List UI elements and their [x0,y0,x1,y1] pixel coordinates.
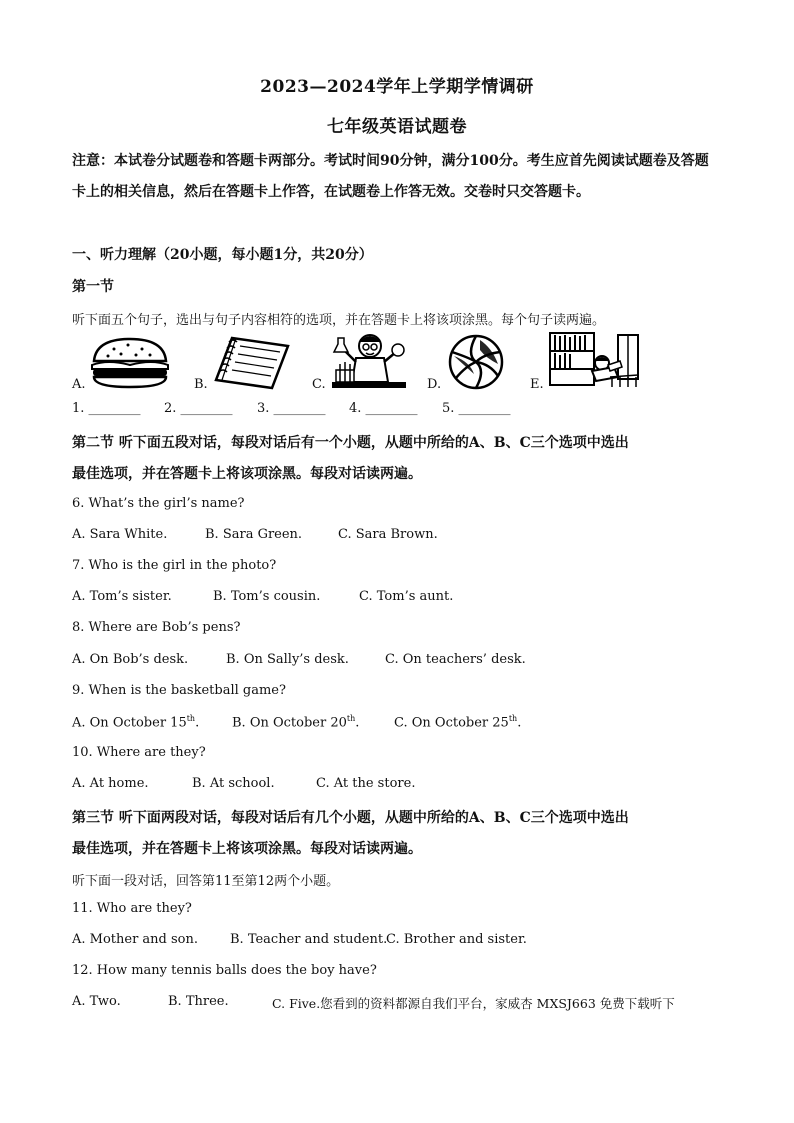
section3-title-cont: 最佳选项，并在答题卡上将该项涂黑。每段对话读两遍。 [72,841,422,857]
section3-intro: 听下面一段对话，回答第11至第12两个小题。 [72,874,340,889]
section1-instruction: 听下面五个句子，选出与句子内容相符的选项，并在答题卡上将该项涂黑。每个句子读两遍。 [72,313,606,328]
question-8: 8. Where are Bob’s pens? [72,620,241,635]
option[interactable]: C. On teachers’ desk. [385,652,526,667]
section3-title: 第三节 听下面两段对话，每段对话后有几个小题，从题中所给的A、B、C三个选项中选出 [72,810,629,826]
option[interactable]: B. Tom’s cousin. [213,589,321,604]
option[interactable]: B. Three. [168,994,229,1009]
part1-heading: 一、听力理解（20小题，每小题1分，共20分） [72,247,373,263]
question-11: 11. Who are they? [72,901,192,916]
option-text: B. On October 20 [232,715,347,731]
notice-text: 注意：本试卷分试题卷和答题卡两部分。考试时间90分钟，满分100分。考生应首先阅读试题卷及答题卡上的相关信息，然后在答题卡上作答，在试题卷上作答无效。交卷时只交答题卡。 [72,153,709,200]
option[interactable]: A. At home. [72,776,149,791]
question-7: 7. Who is the girl in the photo? [72,558,277,573]
section2-title: 第二节 听下面五段对话，每段对话后有一个小题，从题中所给的A、B、C三个选项中选出 [72,435,629,451]
option-period: . [517,715,522,731]
option[interactable]: C. At the store. [316,776,416,791]
picture-label-b: B. [194,377,208,392]
answer-blank[interactable]: 4. ________ [349,401,418,416]
ordinal-suffix: th [186,714,196,723]
reading-student-icon [548,331,642,389]
volleyball-icon [446,334,506,390]
question-12: 12. How many tennis balls does the boy have? [72,963,377,978]
answer-blank[interactable]: 1. ________ [72,401,141,416]
option[interactable]: B. Sara Green. [205,527,303,542]
answer-blank[interactable]: 3. ________ [257,401,326,416]
picture-label-a: A. [72,377,86,392]
section1-title: 第一节 [72,279,114,295]
option[interactable]: A. Tom’s sister. [72,589,172,604]
option-text: A. On October 15 [72,715,187,731]
question-10: 10. Where are they? [72,745,206,760]
option-text: C. On October 25 [394,715,509,731]
option[interactable] [72,714,199,730]
exam-title: 2023—2024学年上学期学情调研 [260,77,534,97]
option[interactable]: A. Mother and son. [72,932,199,947]
question-6: 6. What’s the girl’s name? [72,496,245,511]
option[interactable] [394,714,521,730]
exam-subtitle: 七年级英语试题卷 [327,117,467,137]
ordinal-suffix: th [508,714,518,723]
answer-blank[interactable]: 2. ________ [164,401,233,416]
option[interactable]: C. Brother and sister. [386,932,527,947]
option[interactable]: B. Teacher and student. [230,932,388,947]
notebook-icon [214,334,290,390]
ordinal-suffix: th [346,714,356,723]
section2-title-cont: 最佳选项，并在答题卡上将该项涂黑。每段对话读两遍。 [72,466,422,482]
option[interactable]: C. Tom’s aunt. [359,589,454,604]
picture-label-d: D. [427,377,442,392]
hamburger-icon [88,335,172,391]
option[interactable]: C. Sara Brown. [338,527,438,542]
option-period: . [355,715,360,731]
picture-label-c: C. [312,377,326,392]
question-9: 9. When is the basketball game? [72,683,286,698]
option[interactable]: A. Two. [72,994,121,1009]
option[interactable] [232,714,359,730]
option[interactable]: B. On Sally’s desk. [226,652,349,667]
option[interactable]: B. At school. [192,776,275,791]
answer-blank[interactable]: 5. ________ [442,401,511,416]
option[interactable]: A. Sara White. [72,527,168,542]
option[interactable]: C. Five.您看到的资料都源自我们平台，家威杏 MXSJ663 免费下载听下 [272,996,675,1011]
picture-label-e: E. [530,377,544,392]
scientist-icon [330,332,408,390]
option[interactable]: A. On Bob’s desk. [72,652,189,667]
option-period: . [195,715,200,731]
